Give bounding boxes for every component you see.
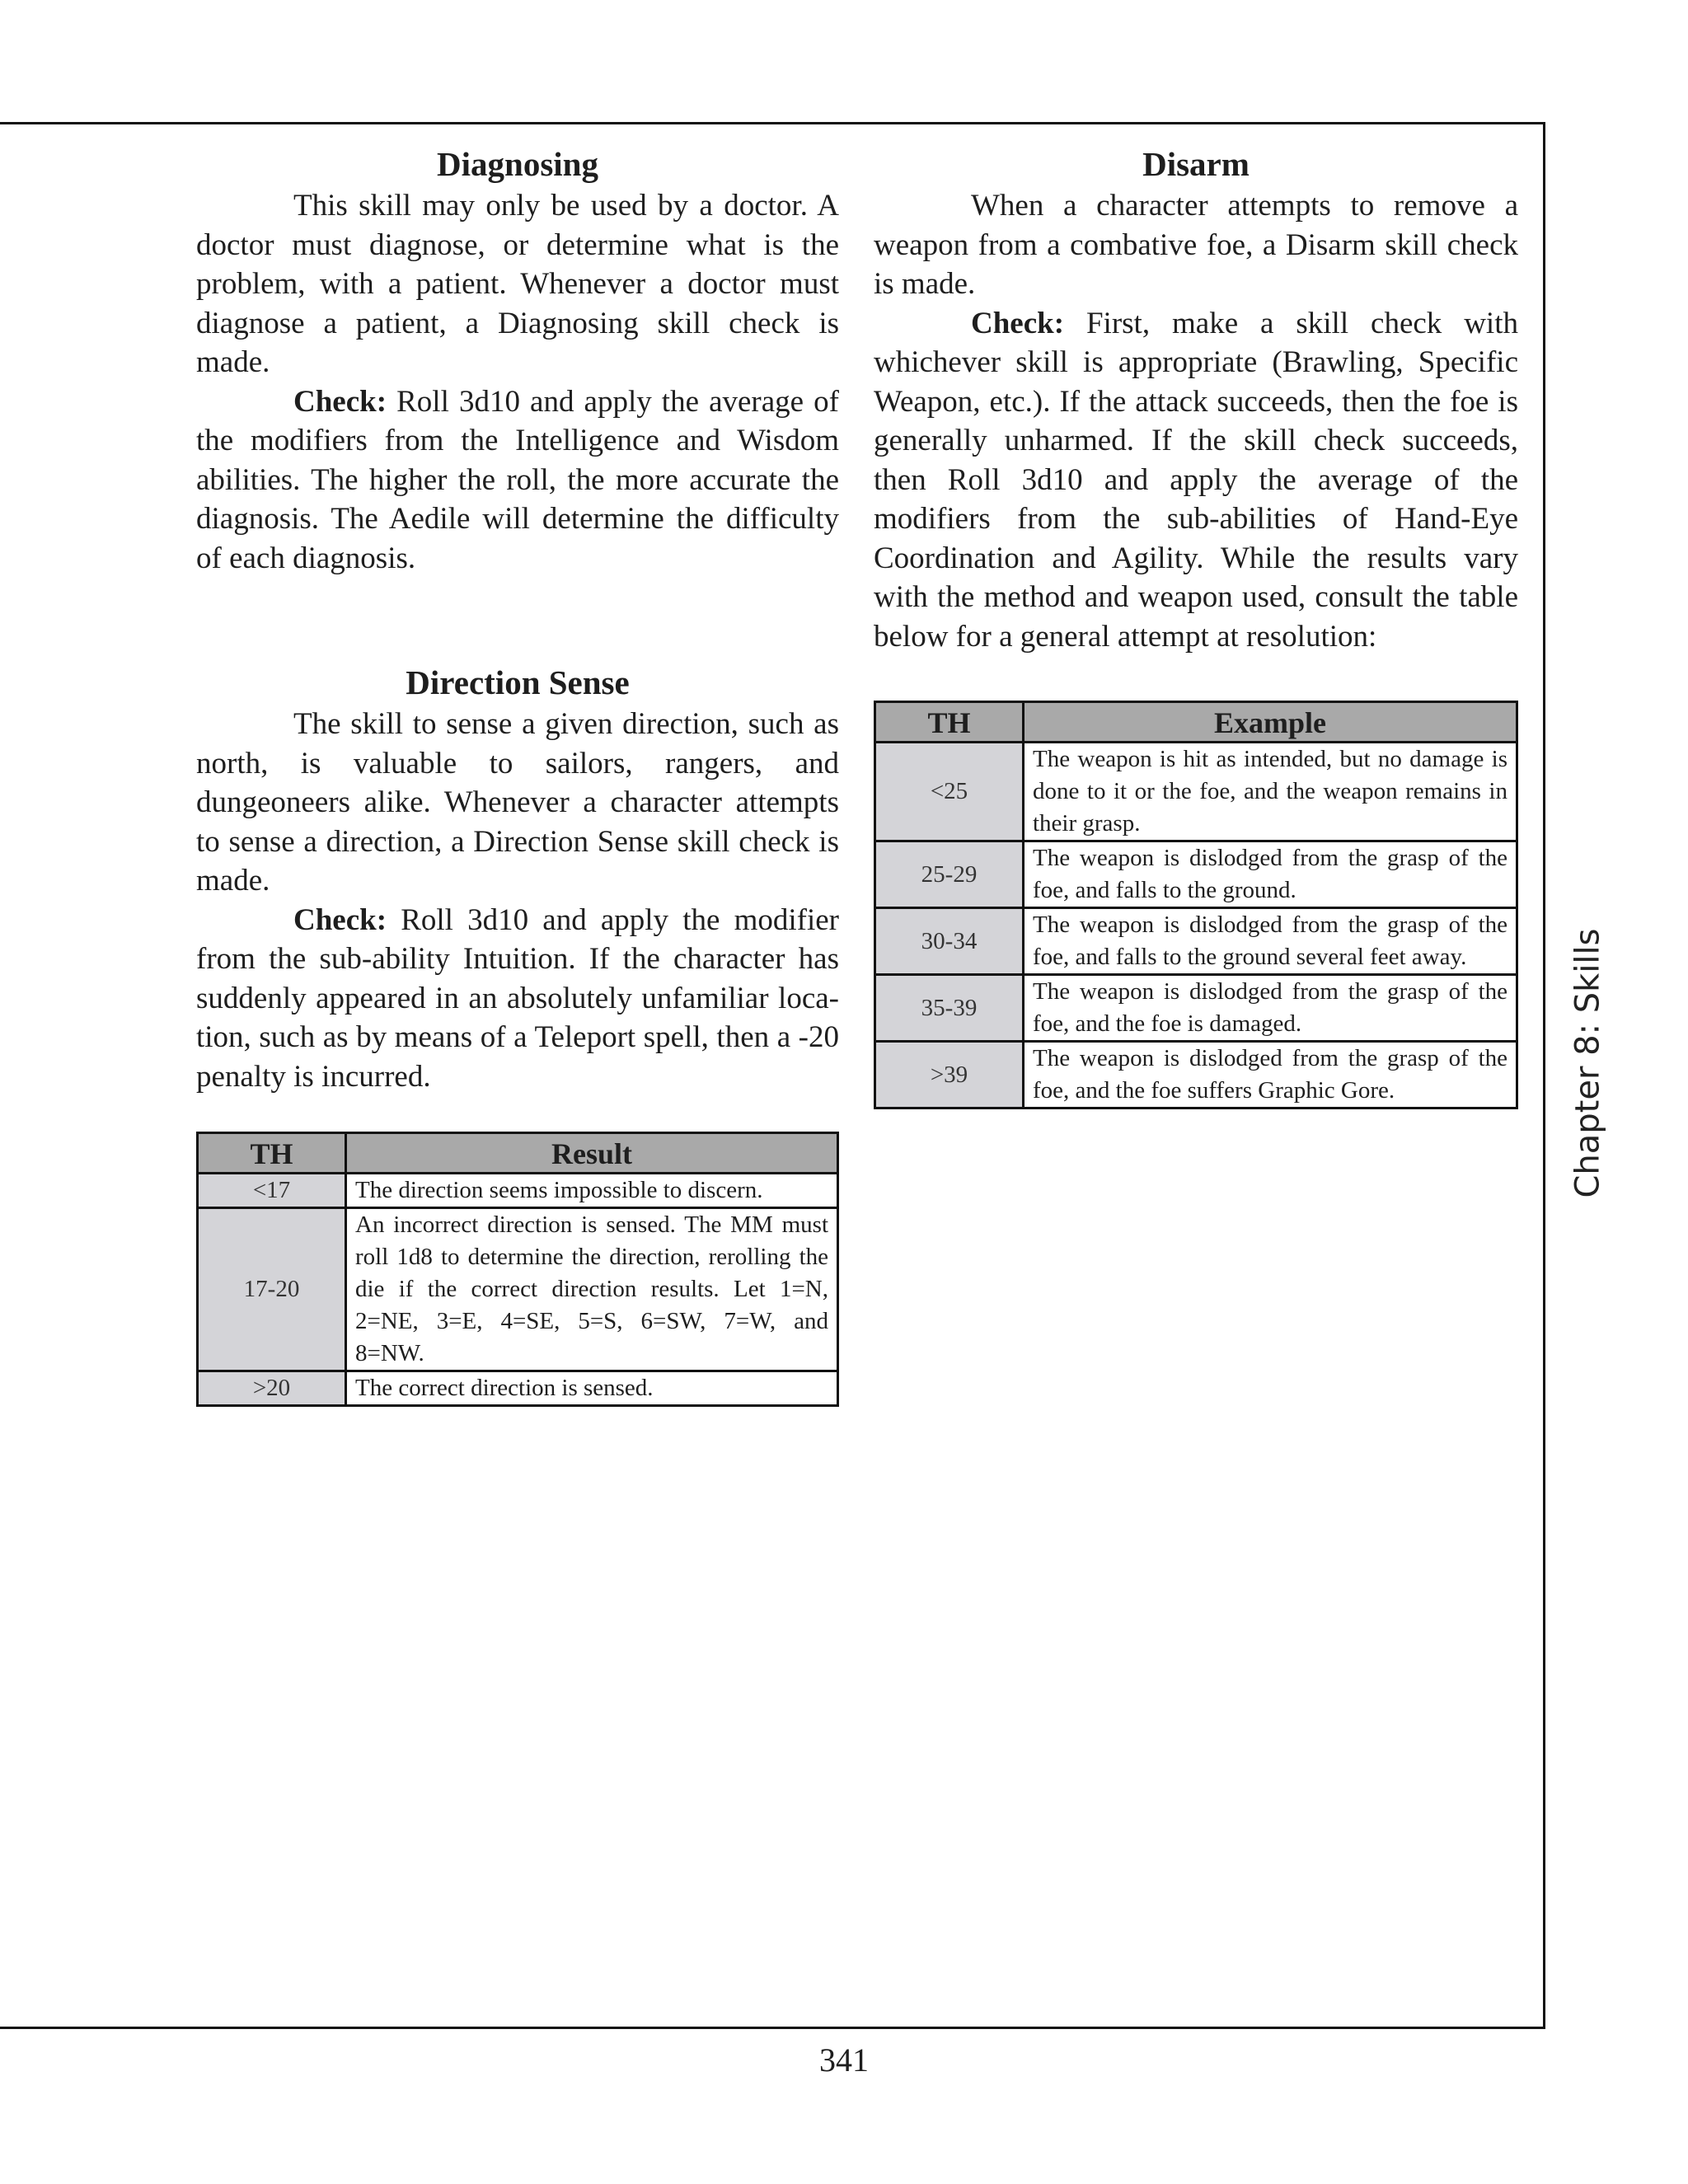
th-value: >20 [198, 1371, 346, 1406]
page-frame-top [0, 122, 1545, 124]
table-row [875, 975, 1517, 1042]
th-value: >39 [875, 1042, 1024, 1108]
example-text: The weapon is dislodged from the grasp of the foe, and the foe is damaged. [1024, 975, 1517, 1042]
check-label: Check: [293, 902, 387, 937]
direction-sense-check-text: Roll 3d10 and apply the modifier from the sub-ability Intuition. If the character has suddenly appeared in an absolutely unfamiliar location, such as by means of a Teleport spell, then a -20 penalty is incurred. [196, 902, 839, 1094]
disarm-heading: Disarm [1142, 145, 1250, 183]
table-row [875, 1042, 1517, 1108]
chapter-side-label [1546, 898, 1629, 1228]
result-text: The direction seems impossible to discern. [346, 1174, 838, 1208]
table-row [875, 743, 1517, 841]
result-text: An incorrect direction is sensed. The MM must roll 1d8 to determine the direction, rerolling the die if the correct direction results. Let 1=N, 2=NE, 3=E, 4=SE, 5=S, 6=SW, 7=W, and 8=NW. [346, 1208, 838, 1371]
table-header-row [198, 1133, 838, 1174]
direction-sense-intro: The skill to sense a given direction, such as north, is valuable to sailors, rangers, and dungeoneers alike. Whenever a character attempts to sense a direction, a Direction Sense skill check is made. [196, 707, 839, 898]
example-text: The weapon is hit as intended, but no damage is done to it or the foe, and the weapon remains in their grasp. [1024, 743, 1517, 841]
table-row [198, 1174, 838, 1208]
diagnosing-intro: This skill may only be used by a doctor. A doctor must diagnose, or determine what is the problem, with a patient. Whenever a doctor must diagnose a patient, a Diagnosing skill check is made. [196, 189, 839, 379]
direction-sense-table [196, 1132, 839, 1407]
th-value: <25 [875, 743, 1024, 841]
page-frame-right [1543, 122, 1545, 2029]
column-header-th: TH [875, 702, 1024, 743]
table-header-row [875, 702, 1517, 743]
result-text: The correct direction is sensed. [346, 1371, 838, 1406]
disarm-intro: When a character attempts to remove a weapon from a combative foe, a Disarm skill check is made. [874, 189, 1518, 301]
check-label: Check: [293, 384, 387, 419]
table-row [875, 908, 1517, 975]
diagnosing-check-text: Roll 3d10 and apply the average of the modifiers from the Intelligence and Wisdom abilities. The higher the roll, the more accurate the diagnosis. The Aedile will determine the difficulty of each diagnosis. [196, 384, 839, 575]
check-label: Check: [971, 306, 1065, 340]
th-value: 35-39 [875, 975, 1024, 1042]
example-text: The weapon is dislodged from the grasp of the foe, and falls to the ground several feet away. [1024, 908, 1517, 975]
column-header-example: Example [1024, 702, 1517, 743]
disarm-check-text: First, make a skill check with whichever skill is appropriate (Brawling, Specific Weapon, etc.). If the attack succeeds, then the foe is generally unharmed. If the skill check succeeds, then Roll 3d10 and apply the average of the modifiers from the sub-abilities of Hand-Eye Coordination and Agility. While the results vary with the method and weapon used, consult the table below for a general attempt at resolution: [874, 306, 1518, 654]
disarm-table [874, 701, 1518, 1109]
diagnosing-check [196, 382, 839, 579]
table-row [198, 1208, 838, 1371]
example-text: The weapon is dislodged from the grasp of the foe, and falls to the ground. [1024, 841, 1517, 908]
diagnosing-heading: Diagnosing [437, 145, 598, 183]
column-header-result: Result [346, 1133, 838, 1174]
table-row [875, 841, 1517, 908]
page-number: 341 [819, 2041, 869, 2079]
example-text: The weapon is dislodged from the grasp of the foe, and the foe suffers Graphic Gore. [1024, 1042, 1517, 1108]
chapter-title: Chapter 8: Skills [1568, 928, 1607, 1198]
left-column [196, 142, 839, 1407]
table-row [198, 1371, 838, 1406]
th-value: <17 [198, 1174, 346, 1208]
th-value: 25-29 [875, 841, 1024, 908]
column-header-th: TH [198, 1133, 346, 1174]
th-value: 30-34 [875, 908, 1024, 975]
th-value: 17-20 [198, 1208, 346, 1371]
direction-sense-check [196, 901, 839, 1097]
page-frame-bottom [0, 2027, 1545, 2029]
disarm-check [874, 304, 1518, 657]
right-column [874, 142, 1518, 1109]
direction-sense-heading: Direction Sense [406, 663, 630, 701]
